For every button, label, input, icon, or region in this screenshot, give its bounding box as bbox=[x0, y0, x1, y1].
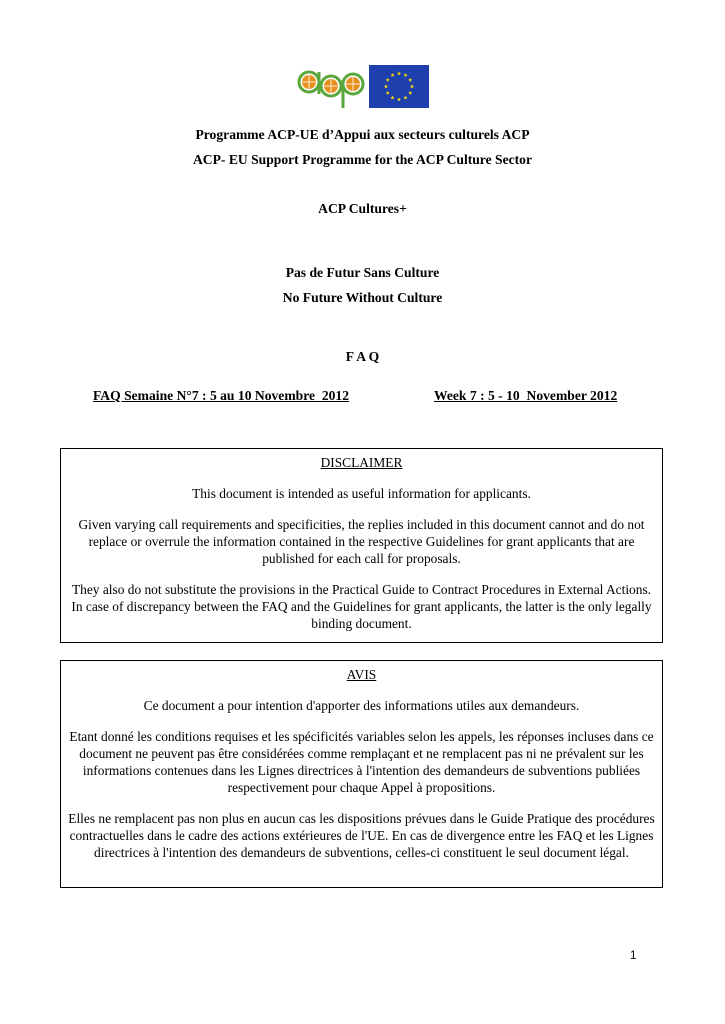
page-number: 1 bbox=[630, 950, 637, 962]
avis-title: AVIS bbox=[346, 667, 377, 682]
faq-heading: F A Q bbox=[345, 349, 380, 364]
faq-week-en: Week 7 : 5 - 10 November 2012 bbox=[434, 388, 618, 403]
disclaimer-title: DISCLAIMER bbox=[320, 455, 403, 470]
disclaimer-box bbox=[60, 448, 663, 643]
avis-box bbox=[60, 660, 663, 888]
slogan-en: No Future Without Culture bbox=[282, 290, 443, 305]
title-fr: Programme ACP-UE d’Appui aux secteurs culturels ACP bbox=[195, 127, 530, 142]
avis-p2: Etant donné les conditions requises et les spécificités variables selon les appels, les réponses incluses dans ce document ne peuvent pas être considérées comme remplaçant et ne remplacent pas ni ne prévalent sur les informations contenues dans les Lignes directrices à l'intention des demandeurs de subventions publiées respectivement pour chaque Appel à propositions. bbox=[69, 729, 654, 795]
slogan-fr: Pas de Futur Sans Culture bbox=[285, 265, 440, 280]
title-en: ACP- EU Support Programme for the ACP Culture Sector bbox=[192, 152, 533, 167]
disclaimer-p1: This document is intended as useful information for applicants. bbox=[192, 486, 531, 501]
faq-week-underline-gap bbox=[366, 387, 434, 404]
avis-p3: Elles ne remplacent pas non plus en aucun cas les dispositions prévues dans le Guide Pratique des procédures contractuelles dans le cadre des actions extérieures de l'UE. En cas de divergence entre les FAQ et les Lignes directrices à l'intention des demandeurs de subventions, celles-ci constituent le seul document légal. bbox=[68, 811, 655, 860]
faq-week-fr: FAQ Semaine N°7 : 5 au 10 Novembre 2012 bbox=[93, 388, 350, 403]
acp-logo-icon bbox=[296, 58, 366, 112]
eu-flag-icon bbox=[369, 65, 429, 108]
programme-name: ACP Cultures+ bbox=[318, 201, 407, 216]
disclaimer-p3: They also do not substitute the provisions in the Practical Guide to Contract Procedures in External Actions. In case of discrepancy between the FAQ and the Guidelines for grant applicants, the latter is the only legally binding document. bbox=[71, 582, 652, 631]
avis-p1: Ce document a pour intention d'apporter des informations utiles aux demandeurs. bbox=[143, 698, 580, 713]
disclaimer-p2: Given varying call requirements and specificities, the replies included in this document cannot and do not replace or overrule the information contained in the respective Guidelines for grant applicants that are published for each call for proposals. bbox=[78, 517, 645, 566]
